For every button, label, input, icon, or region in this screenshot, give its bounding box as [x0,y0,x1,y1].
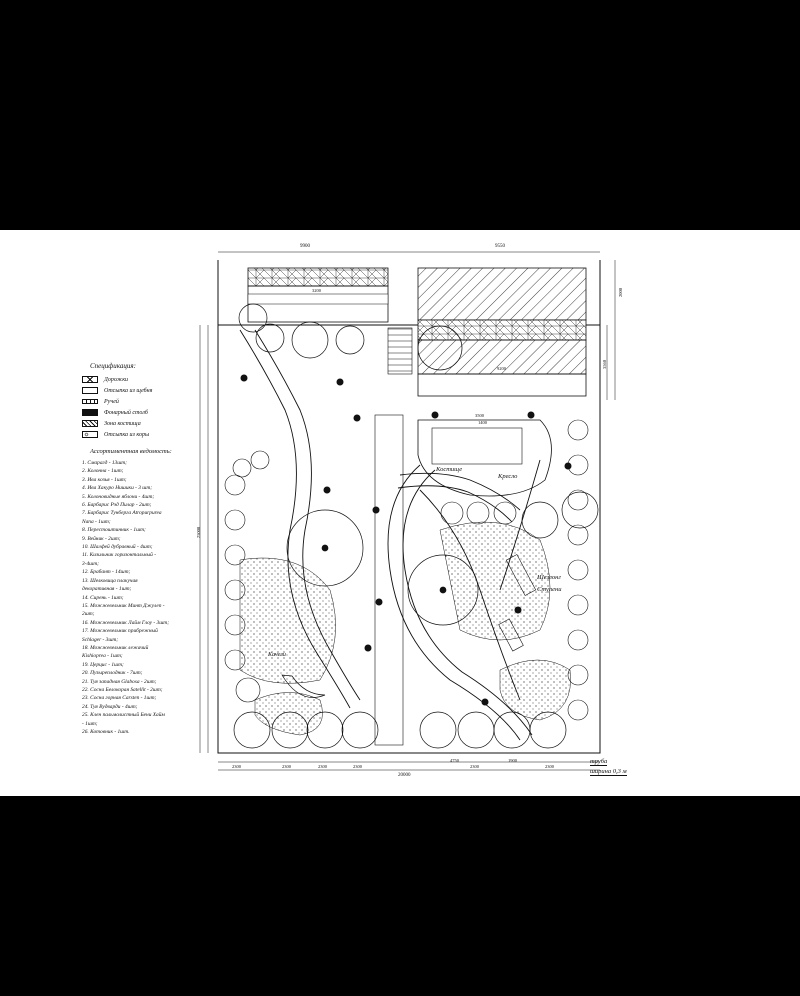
drawing-sheet [0,230,800,796]
plant-item: 23. Сосна горная Carsten - 1шт; [82,695,157,702]
dim-right-1: 2000 [618,288,623,297]
plant-item: декоративная - 1шт; [82,586,132,593]
legend-label: Отсыпка из коры [104,431,150,438]
plant-item: 1. Смарагд - 13шт; [82,460,127,466]
plant-item: 20. Пузыреплодник - 7шт; [82,670,143,677]
label-steps: Ступени [537,586,562,593]
legend-label: Зона костища [104,420,141,427]
plant-item: 3. Ива козья - 1шт; [82,476,127,483]
legend-label: Фонарный столб [104,409,148,416]
plant-item: 17. Можжевельник прибрежный [82,628,158,635]
plant-item: 16. Можжевельник Лайм Глоу - 3шт; [82,619,169,626]
central-stairs [375,328,412,745]
plant-item: Schlager - 3шт; [82,636,119,643]
plant-item: 15. Можжевельник Минт Джулеп - [82,602,165,609]
bark-swatch-icon [82,431,98,438]
dim-bottom-5: 4750 [450,758,459,763]
plant-item: 9. Вейник - 2шт; [82,535,121,542]
plant-item: 22. Сосна Белокорая Satellit - 2шт; [82,686,163,693]
dim-fire-inner: 1400 [478,420,487,425]
plant-item: 25. Клен пальмолистный Бени Хайм [82,712,165,719]
legend-item-bark [82,429,212,440]
legend-item-fire [82,418,212,429]
stream-swatch-icon [82,399,98,404]
plant-item: 7. Барбарис Тунберга Atropurpurea [82,510,162,517]
house-left [248,268,388,322]
dim-bottom-total: 20000 [398,773,411,778]
dim-bottom-7: 1900 [508,758,517,763]
dim-bottom-6: 2300 [470,764,479,769]
bark-areas [240,522,571,735]
lamp-swatch-icon [82,409,98,416]
dim-bottom-8: 2300 [545,764,554,769]
plant-item: 5. Колоновидные яблони - 4шт; [82,493,155,500]
legend-item-stream [82,396,212,407]
paths-swatch-icon [82,376,98,383]
legend-label: Дорожки [104,376,129,383]
plant-item: - 1шт; [82,720,98,727]
fire-swatch-icon [82,420,98,427]
legend-label: Отсыпка из щебня [104,387,153,394]
legend-title: Спецификация: [90,362,136,370]
legend-item-gravel [82,385,212,396]
label-lounger: Шезлонг [537,574,561,581]
dim-strip-2: 9200 [497,366,506,371]
label-chair: Кресло [498,473,518,480]
patio-area [418,420,551,496]
legend-panel [82,362,212,736]
label-fire-zone: Костище [436,466,463,473]
dim-left-total: 25000 [196,526,202,539]
plant-item: 19. Церцис - 1шт; [82,661,124,668]
gravel-swatch-icon [82,387,98,394]
dim-bottom-1: 2300 [232,764,241,769]
plant-item: Nana - 1шт; [82,518,111,525]
plant-item: 11. Кизильник горизонтальный - [82,552,157,559]
plant-item: Kishioprea - 1шт; [82,653,123,660]
label-pipe: труба [590,758,608,765]
legend-item-paths [82,374,212,385]
assortment-title: Ассортиментная ведомость: [90,448,172,455]
plant-item: 6. Барбарис Рэд Пилар - 2шт; [82,502,152,509]
plant-item: 14. Сирень - 1шт; [82,594,124,601]
dim-bottom-3: 2300 [318,764,327,769]
dim-bottom-4: 2300 [353,764,362,769]
dim-strip-1: 3200 [312,288,321,293]
plant-item: 12. Брабант - 14шт; [82,569,131,576]
plant-item: 13. Шелковица плакучая [82,577,138,584]
plant-item: 18. Можжевельник лежачий [82,644,149,651]
plant-item: 8. Перестоштинник - 1шт; [82,527,146,534]
label-bench: Качели [268,652,286,658]
plant-item: 10. Шалфей дубравный - 4шт; [82,544,153,551]
dim-top-right: 9550 [495,244,505,249]
dim-fire-w: 3500 [475,413,484,418]
dim-right-2: 3560 [602,360,607,369]
plant-item: 2. Колонна - 1шт; [82,468,124,475]
house-right [418,268,586,396]
dim-top-left: 9900 [300,244,310,249]
plant-item: 3-4шт; [82,560,99,567]
plant-item: 4. Ива Хакуро Нишики - 3 шт; [82,485,153,492]
plant-item: 2шт; [82,611,95,618]
assortment-list [82,459,212,736]
dim-bottom-2: 2300 [282,764,291,769]
legend-item-lamp [82,407,212,418]
label-pipe-width: ширина 0,3 м [590,768,627,775]
plant-item: 26. Котовник - 1шт. [82,729,130,735]
plant-item: 21. Туя западная Glabosa - 2шт; [82,678,157,685]
legend-label: Ручей [104,398,119,405]
plant-item: 24. Туя Вудварди - 4шт; [82,703,138,710]
